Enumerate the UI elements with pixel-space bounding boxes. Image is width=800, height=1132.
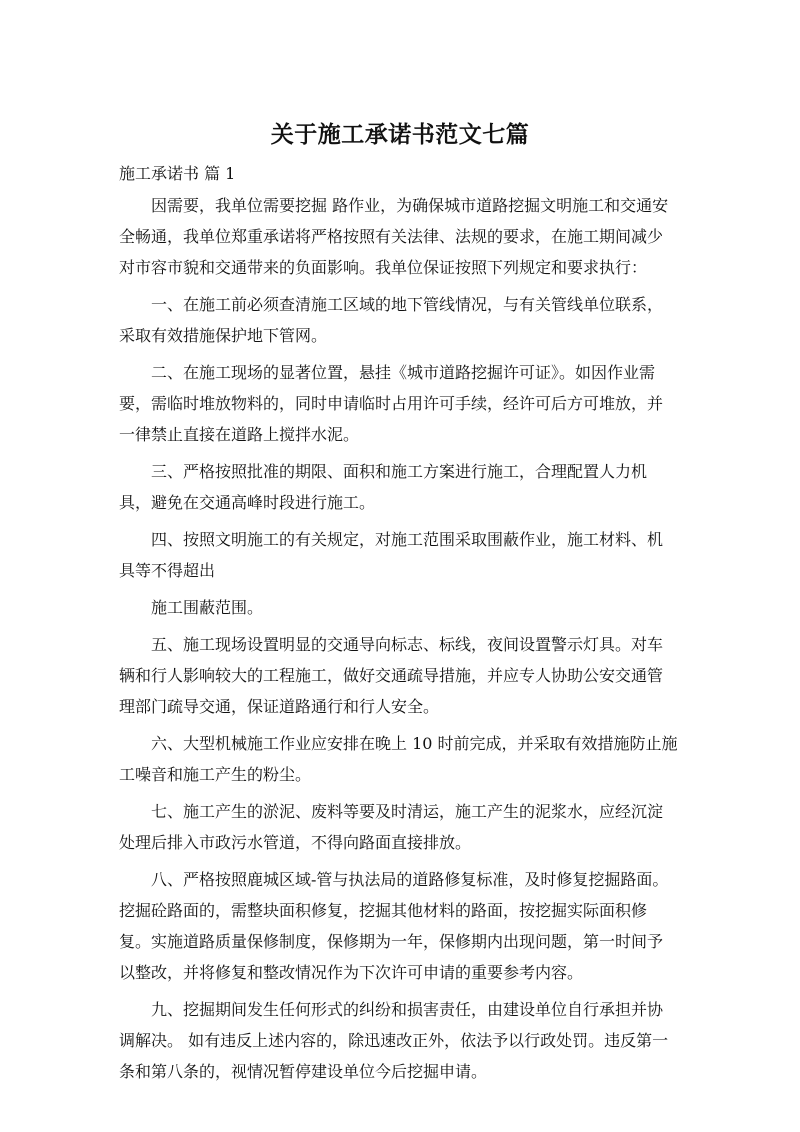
paragraph-line: 施工围蔽范围。: [151, 598, 264, 617]
paragraph-line: 工噪音和施工产生的粉尘。: [119, 765, 312, 784]
paragraph-line: 四、按照文明施工的有关规定，对施工范围采取围蔽作业，施工材料、机: [151, 530, 664, 549]
paragraph-line: 全畅通，我单位郑重承诺将严格按照有关法律、法规的要求，在施工期间减少: [119, 227, 664, 246]
paragraph-line: 辆和行人影响较大的工程施工，做好交通疏导措施，并应专人协助公安交通管: [119, 666, 664, 685]
paragraph-line: 七、施工产生的淤泥、废料等要及时清运，施工产生的泥浆水，应经沉淀: [151, 802, 664, 821]
paragraph: [119, 796, 679, 858]
paragraph-line: 理部门疏导交通，保证道路通行和行人安全。: [119, 697, 440, 716]
paragraph-line: 条和第八条的，视情况暂停建设单位今后挖掘申请。: [119, 1062, 488, 1081]
paragraph: [119, 289, 679, 351]
document-body: [119, 190, 679, 1093]
paragraph-line: 对市容市貌和交通带来的负面影响。我单位保证按照下列规定和要求执行：: [119, 258, 648, 277]
paragraph: [119, 190, 679, 283]
paragraph: [119, 456, 679, 518]
paragraph: [119, 357, 679, 450]
paragraph-line: 因需要，我单位需要挖掘 路作业，为确保城市道路挖掘文明施工和交通安: [151, 196, 669, 215]
paragraph-line: 挖掘砼路面的，需整块面积修复，挖掘其他材料的路面，按挖掘实际面积修: [119, 901, 648, 920]
paragraph-line: 一、在施工前必须查清施工区域的地下管线情况，与有关管线单位联系，: [151, 295, 664, 314]
paragraph: [119, 994, 679, 1087]
paragraph-line: 具，避免在交通高峰时段进行施工。: [119, 493, 376, 512]
paragraph-line: 要，需临时堆放物料的，同时申请临时占用许可手续，经许可后方可堆放，并: [119, 394, 664, 413]
paragraph-line: 具等不得超出: [119, 561, 216, 580]
paragraph-line: 六、大型机械施工作业应安排在晚上 10 时前完成，并采取有效措施防止施: [151, 734, 678, 753]
paragraph: [119, 524, 679, 586]
document-title: 关于施工承诺书范文七篇: [270, 122, 530, 148]
paragraph-line: 采取有效措施保护地下管网。: [119, 326, 328, 345]
paragraph-line: 调解决。 如有违反上述内容的，除迅速改正外，依法予以行政处罚。违反第一: [119, 1031, 669, 1050]
section-heading: 施工承诺书 篇 1: [119, 164, 236, 183]
paragraph-line: 一律禁止直接在道路上搅拌水泥。: [119, 425, 360, 444]
paragraph: [119, 592, 679, 623]
paragraph: [119, 629, 679, 722]
paragraph-line: 八、严格按照鹿城区域-管与执法局的道路修复标准，及时修复挖掘路面。: [151, 870, 669, 889]
paragraph: [119, 728, 679, 790]
paragraph-line: 三、严格按照批准的期限、面积和施工方案进行施工，合理配置人力机: [151, 462, 648, 481]
paragraph-line: 二、在施工现场的显著位置，悬挂《城市道路挖掘许可证》。如因作业需: [151, 363, 656, 382]
paragraph-line: 五、施工现场设置明显的交通导向标志、标线，夜间设置警示灯具。对车: [151, 635, 664, 654]
paragraph-line: 处理后排入市政污水管道，不得向路面直接排放。: [119, 833, 472, 852]
paragraph-line: 以整改，并将修复和整改情况作为下次许可申请的重要参考内容。: [119, 963, 584, 982]
paragraph-line: 九、挖掘期间发生任何形式的纠纷和损害责任，由建设单位自行承担并协: [151, 1000, 664, 1019]
paragraph-line: 复。实施道路质量保修制度，保修期为一年，保修期内出现问题，第一时间予: [119, 932, 664, 951]
paragraph: [119, 864, 679, 988]
